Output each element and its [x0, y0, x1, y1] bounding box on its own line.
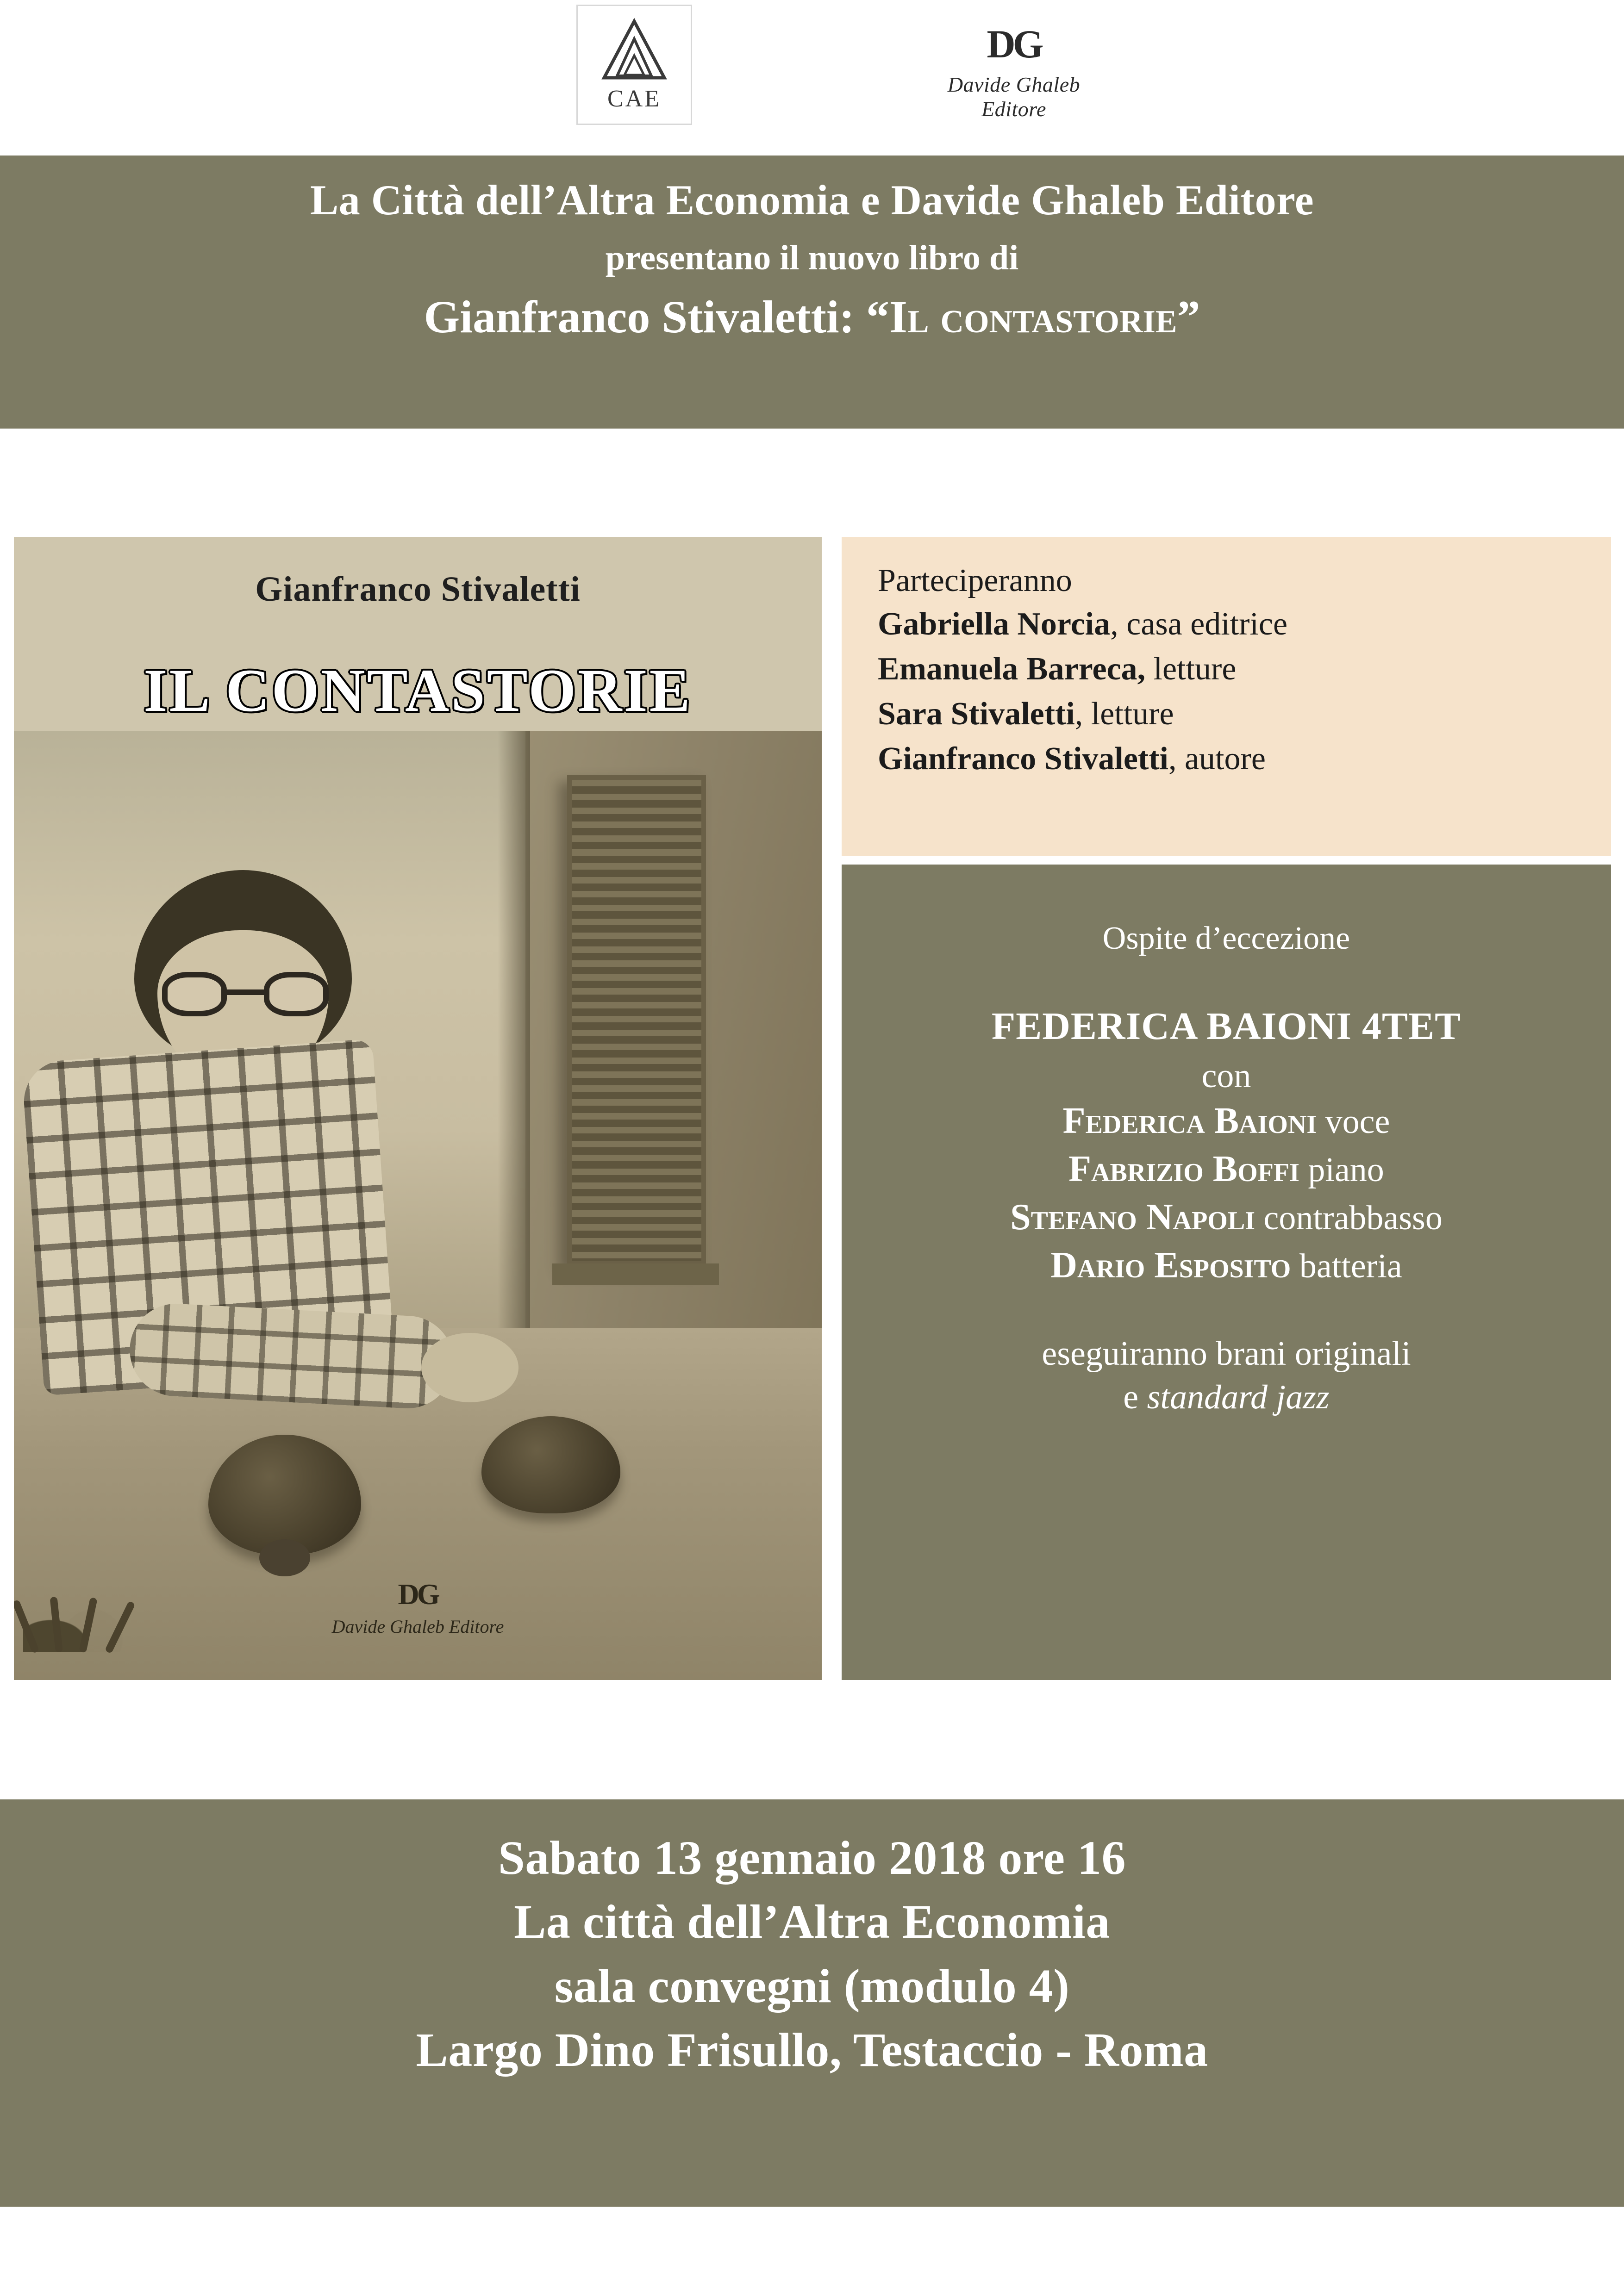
photo-window-shutter: [567, 775, 706, 1266]
glasses-bridge: [226, 989, 266, 995]
cover-title: IL CONTASTORIE: [144, 656, 692, 724]
header-title-suffix: ”: [1177, 291, 1200, 343]
performance-line-2: [842, 1375, 1611, 1419]
header-band: [0, 156, 1624, 429]
guest-member-row: [842, 1097, 1611, 1145]
photo-window-sill: [552, 1263, 719, 1285]
participants-panel: [842, 537, 1611, 856]
participant-row: [878, 648, 1611, 690]
participants-intro: Parteciperanno: [878, 563, 1072, 598]
event-date: Sabato 13 gennaio 2018 ore 16: [498, 1831, 1126, 1885]
cae-triangle-icon: [600, 18, 669, 82]
guest-member-row: [842, 1193, 1611, 1241]
glasses-lens-right: [264, 972, 329, 1016]
footer-band: [0, 1799, 1624, 2207]
performance-italic: standard jazz: [1147, 1378, 1330, 1417]
guest-member-instrument: contrabbasso: [1255, 1199, 1443, 1237]
guest-member-name: Dario Esposito: [1050, 1244, 1291, 1286]
cover-publisher-block: [14, 1580, 822, 1637]
event-address: Largo Dino Frisullo, Testaccio - Roma: [416, 2023, 1208, 2077]
guest-member-instrument: piano: [1299, 1151, 1384, 1189]
guest-performance-note: [842, 1332, 1611, 1419]
participant-row: [878, 603, 1611, 645]
participant-row: [878, 738, 1611, 780]
participant-role: , casa editrice: [1110, 606, 1288, 642]
header-author-prefix: Gianfranco Stivaletti: “: [424, 291, 889, 343]
participant-name: Gianfranco Stivaletti: [878, 741, 1168, 777]
guest-member-name: Stefano Napoli: [1010, 1196, 1255, 1238]
header-subtitle: presentano il nuovo libro di: [605, 238, 1019, 277]
glasses-lens-left: [162, 972, 227, 1016]
header-book-title-line: [0, 290, 1624, 343]
photo-boy-glasses: [162, 972, 329, 1016]
cover-photograph: [14, 731, 822, 1680]
guest-label: Ospite d’eccezione: [1102, 921, 1350, 956]
guest-con-label: con: [1201, 1057, 1251, 1095]
performance-line-1: eseguiranno brani originali: [1042, 1334, 1411, 1373]
guest-band-name: FEDERICA BAIONI 4TET: [991, 1005, 1462, 1048]
performance-prefix: e: [1123, 1378, 1147, 1417]
header-organizers: La Città dell’Altra Economia e Davide Ghaleb Editore: [310, 176, 1314, 224]
event-room: sala convegni (modulo 4): [554, 1959, 1070, 2013]
guest-member-row: [842, 1241, 1611, 1289]
cover-publisher-name: Davide Ghaleb Editore: [331, 1616, 504, 1637]
photo-boy-arm: [127, 1301, 456, 1411]
publisher-name: Davide Ghaleb Editore: [947, 73, 1081, 121]
publisher-logo: [921, 24, 1106, 121]
participant-name: Emanuela Barreca,: [878, 651, 1146, 687]
header-book-title: Il contastorie: [889, 291, 1177, 343]
publisher-mark-icon: DG: [987, 22, 1041, 66]
guest-member-name: Federica Baioni: [1062, 1100, 1317, 1141]
cover-publisher-mark-icon: DG: [398, 1578, 438, 1611]
participant-role: , autore: [1168, 741, 1266, 777]
guest-member-row: [842, 1145, 1611, 1193]
guest-member-instrument: voce: [1317, 1102, 1390, 1141]
guest-panel: [842, 865, 1611, 1680]
guest-member-instrument: batteria: [1291, 1247, 1402, 1285]
book-cover-image: [14, 537, 822, 1680]
photo-boy-hand: [421, 1333, 518, 1402]
participant-role: letture: [1145, 651, 1237, 687]
logo-strip: [0, 0, 1624, 153]
event-venue: La città dell’Altra Economia: [514, 1895, 1110, 1949]
cae-logo: [576, 5, 692, 125]
cover-author: Gianfranco Stivaletti: [255, 570, 581, 609]
participant-row: [878, 693, 1611, 735]
guest-member-name: Fabrizio Boffi: [1068, 1148, 1299, 1189]
cae-logo-text: CAE: [607, 85, 661, 112]
participant-name: Sara Stivaletti: [878, 696, 1075, 732]
participant-role: , letture: [1074, 696, 1174, 732]
participant-name: Gabriella Norcia: [878, 606, 1111, 642]
